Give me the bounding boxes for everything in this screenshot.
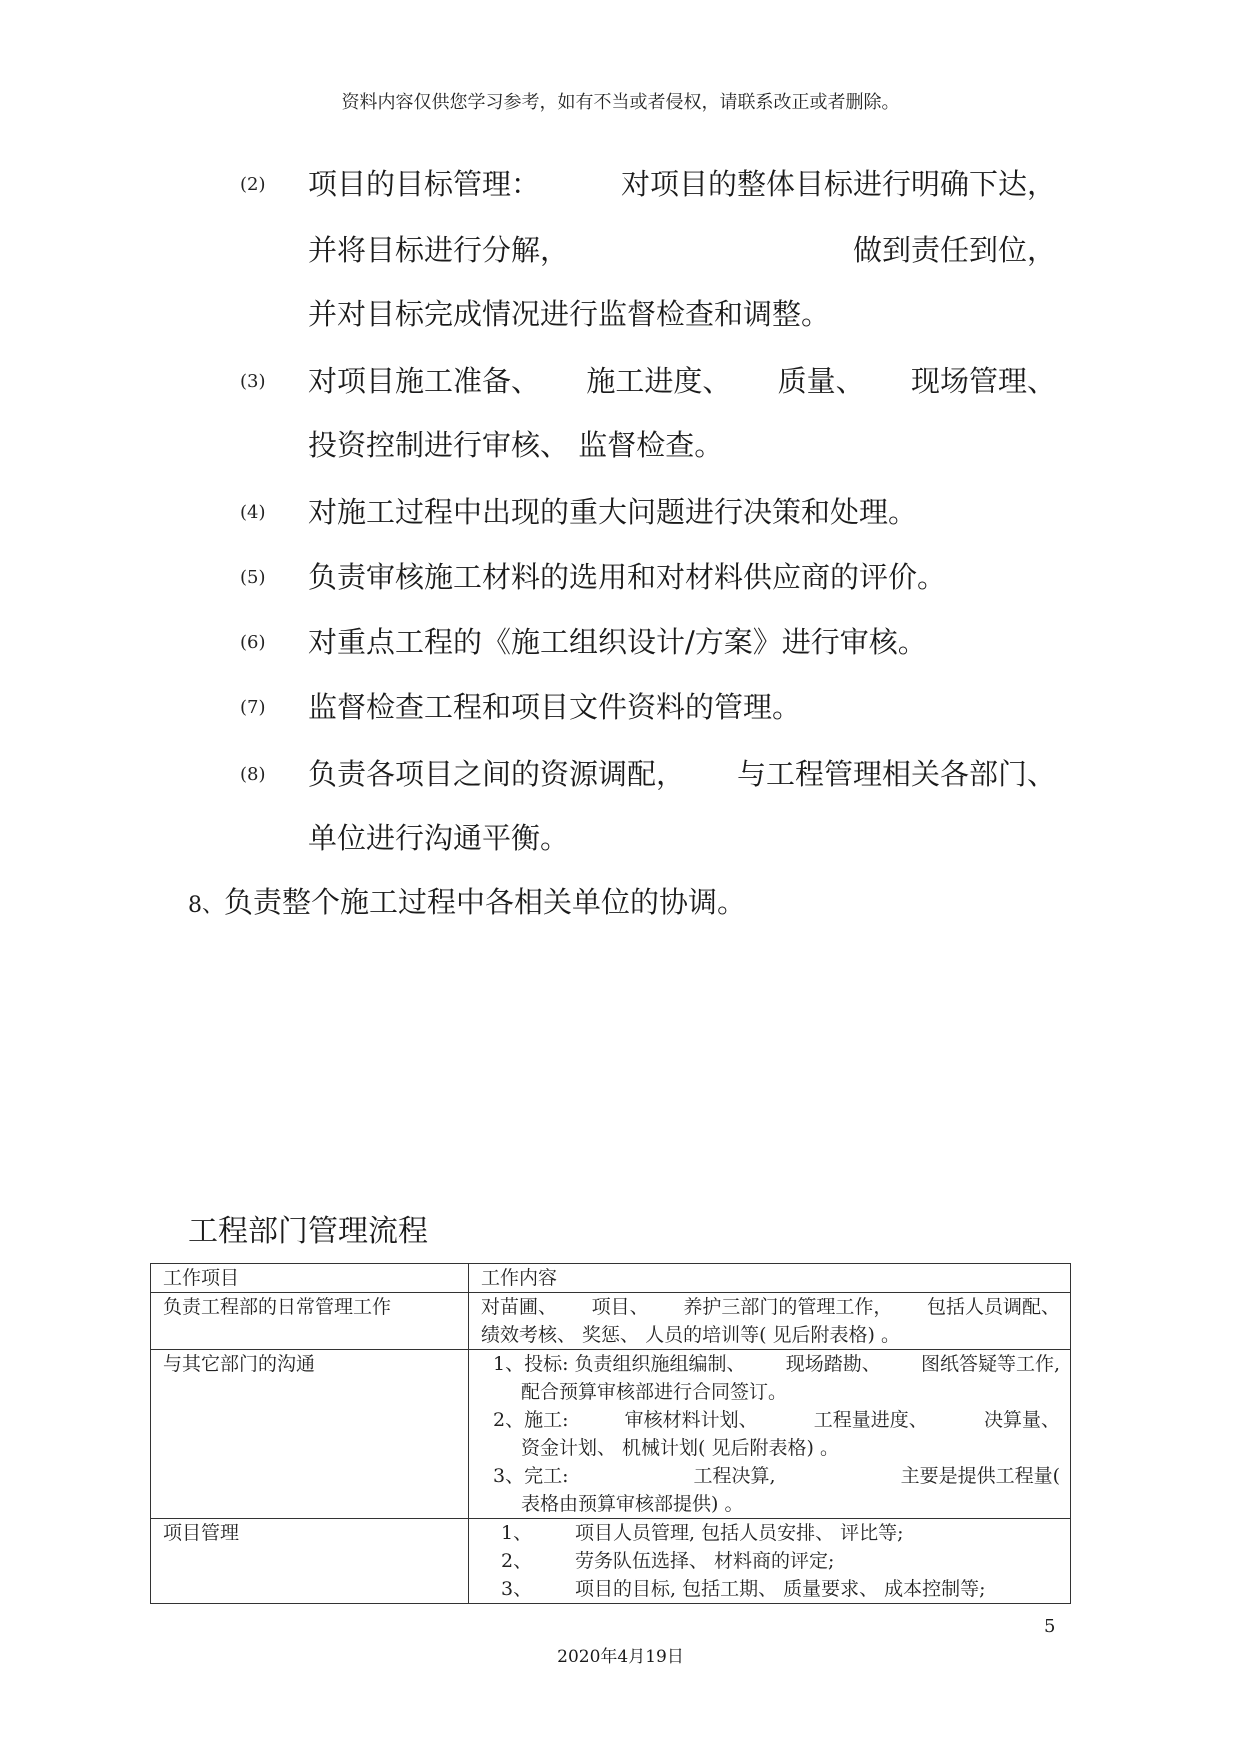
- table-header-cell: 工作内容: [469, 1264, 1071, 1293]
- item-line: 对重点工程的《施工组织设计/方案》进行审核。: [308, 625, 927, 659]
- item-line: 对施工过程中出现的重大问题进行决策和处理。: [308, 495, 918, 529]
- item-number: (6): [240, 632, 266, 653]
- table-row: [151, 1519, 1071, 1604]
- item-line: 负责各项目之间的资源调配， 与工程管理相关各部门、: [308, 757, 1056, 791]
- list-item-3: [0, 361, 1241, 462]
- section-title: 工程部门管理流程: [188, 1214, 428, 1249]
- page-number: 5: [1044, 1616, 1056, 1637]
- item-line: 投资控制进行审核、 监督检查。: [308, 428, 724, 462]
- workflow-table: [150, 1263, 1071, 1604]
- item-line: 并对目标完成情况进行监督检查和调整。: [308, 297, 831, 331]
- table-row: [151, 1350, 1071, 1519]
- table-cell-label: 负责工程部的日常管理工作: [151, 1293, 469, 1350]
- numbered-point-8: 8、负责整个施工过程中各相关单位的协调。: [188, 885, 747, 919]
- list-item-8: [0, 754, 1241, 855]
- item-line: 负责审核施工材料的选用和对材料供应商的评价。: [308, 560, 947, 594]
- item-line: 对项目施工准备、 施工进度、 质量、 现场管理、: [308, 364, 1056, 398]
- list-item-6: [0, 622, 1241, 662]
- item-line: 单位进行沟通平衡。: [308, 821, 570, 855]
- item-number: (4): [240, 502, 266, 523]
- table-row: [151, 1293, 1071, 1350]
- item-line: 项目的目标管理： 对项目的整体目标进行明确下达，: [308, 167, 1056, 201]
- list-item-7: [0, 687, 1241, 727]
- table-header-row: [151, 1264, 1071, 1293]
- list-item-5: [0, 557, 1241, 597]
- item-line: 监督检查工程和项目文件资料的管理。: [308, 690, 802, 724]
- table-cell-content: 1、 项目人员管理, 包括人员安排、 评比等; 2、 劳务队伍选择、 材料商的评定; 3、 项目的目标, 包括工期、 质量要求、 成本控制等;: [469, 1519, 1071, 1604]
- list-item-2: [0, 164, 1241, 331]
- list-item-4: [0, 492, 1241, 532]
- item-number: (5): [240, 567, 266, 588]
- item-number: (2): [240, 174, 266, 195]
- table-cell-content: 1、投标: 负责组织施组编制、 现场踏勘、 图纸答疑等工作, 配合预算审核部进行合同签订。 2、施工: 审核材料计划、 工程量进度、 决算量、 资金计划、 机械计划( 见后附表格) 。 3、完工: 工程决算, 主要是提供工程量( 表格由预算审核部提供) 。: [469, 1350, 1071, 1519]
- table-cell-label: 与其它部门的沟通: [151, 1350, 469, 1519]
- table-header-cell: 工作项目: [151, 1264, 469, 1293]
- footer-date: 2020年4月19日: [557, 1647, 684, 1667]
- item-number: (3): [240, 371, 266, 392]
- item-number: (7): [240, 697, 266, 718]
- table-cell-content: 对苗圃、 项目、 养护三部门的管理工作， 包括人员调配、 绩效考核、 奖惩、 人员的培训等( 见后附表格) 。: [469, 1293, 1071, 1350]
- table-cell-label: 项目管理: [151, 1519, 469, 1604]
- item-number: (8): [240, 764, 266, 785]
- item-line: 并将目标进行分解， 做到责任到位，: [308, 233, 1056, 267]
- page-header-notice: 资料内容仅供您学习参考，如有不当或者侵权，请联系改正或者删除。: [341, 92, 900, 113]
